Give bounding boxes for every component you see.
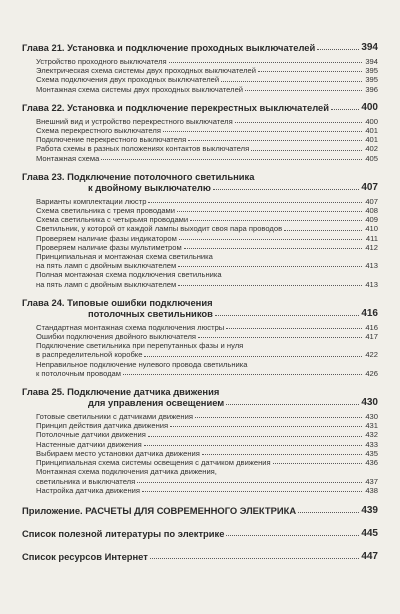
chapter-title-line2: потолочных светильников — [88, 307, 213, 319]
literature-page: 445 — [361, 527, 378, 539]
chapter-page: 400 — [361, 101, 378, 113]
dot-leader — [298, 512, 359, 513]
section-title: Принцип действия датчика движения — [36, 421, 169, 431]
dot-leader — [178, 266, 362, 267]
section-entry — [36, 135, 378, 144]
internet-resources-page: 447 — [361, 550, 378, 562]
section-page: 436 — [365, 458, 378, 468]
section-page: 422 — [365, 350, 378, 360]
section-title-line1: Принципиальная и монтажная схема светильника — [36, 252, 213, 262]
section-title: Схема подключения двух проходных выключателей — [36, 75, 220, 85]
section-entry — [36, 458, 378, 467]
appendix-title: Приложение. РАСЧЕТЫ ДЛЯ СОВРЕМЕННОГО ЭЛЕКТРИКА — [22, 504, 297, 516]
section-title: Ошибки подключения двойного выключателя — [36, 332, 197, 342]
dot-leader — [251, 150, 362, 151]
section-page: 416 — [365, 322, 378, 332]
section-title: Устройство проходного выключателя — [36, 57, 167, 66]
dot-leader — [245, 90, 362, 91]
section-page: 431 — [365, 421, 378, 431]
section-page: 395 — [365, 66, 378, 76]
section-entry — [36, 486, 378, 495]
section-page: 408 — [365, 206, 378, 216]
dot-leader — [137, 482, 362, 483]
section-title-line2: на пять ламп с двойным выключателем — [36, 279, 177, 289]
section-page: 394 — [365, 57, 378, 66]
dot-leader — [178, 285, 362, 286]
section-page: 438 — [365, 485, 378, 495]
section-entry — [36, 332, 378, 341]
section-page: 432 — [365, 430, 378, 440]
section-page: 413 — [365, 279, 378, 289]
section-list — [22, 117, 378, 163]
dot-leader — [150, 558, 359, 559]
chapter-heading-line1 — [22, 386, 378, 397]
section-title: Варианты комплектации люстр — [36, 196, 147, 206]
section-entry — [36, 440, 378, 449]
section-page: 402 — [365, 144, 378, 154]
dot-leader — [258, 71, 362, 72]
dot-leader — [284, 230, 362, 231]
dot-leader — [148, 436, 362, 437]
section-entry — [36, 449, 378, 458]
section-title-line2: светильника и выключателя — [36, 476, 136, 486]
section-entry-line2 — [36, 261, 378, 270]
dot-leader — [184, 248, 362, 249]
section-entry — [36, 75, 378, 84]
dot-leader — [177, 211, 362, 212]
dot-leader — [198, 337, 362, 338]
section-title: Стандартная монтажная схема подключения люстры — [36, 322, 225, 332]
section-page: 426 — [365, 368, 378, 378]
section-title: Монтажная схема системы двух проходных выключателей — [36, 84, 244, 94]
section-page: 409 — [365, 215, 378, 225]
section-title-line1: Неправильное подключение нулевого провода светильника — [36, 359, 248, 369]
section-list — [22, 57, 378, 94]
section-entry — [36, 234, 378, 243]
dot-leader — [179, 239, 362, 240]
dot-leader — [170, 426, 362, 427]
chapter-heading-line1 — [22, 171, 378, 182]
section-page: 435 — [365, 448, 378, 458]
section-entry — [36, 66, 378, 75]
section-title-line1: Монтажная схема подключения датчика движения, — [36, 467, 217, 477]
dot-leader — [142, 491, 362, 492]
chapter-23 — [22, 171, 378, 289]
chapter-heading-line2 — [22, 308, 378, 319]
section-entry — [36, 412, 378, 421]
section-entry — [36, 215, 378, 224]
chapter-25 — [22, 386, 378, 495]
section-entry-line1 — [36, 252, 378, 261]
dot-leader — [226, 328, 362, 329]
section-title: Электрическая схема системы двух проходных выключателей — [36, 66, 257, 76]
dot-leader — [202, 454, 362, 455]
dot-leader — [235, 122, 362, 123]
section-entry-line2 — [36, 369, 378, 378]
section-entry-line2 — [36, 350, 378, 359]
section-title: Схема светильника с тремя проводами — [36, 206, 176, 216]
section-entry — [36, 144, 378, 153]
chapter-title-line2: к двойному выключателю — [88, 181, 211, 193]
chapter-heading-line2 — [22, 397, 378, 408]
section-page: 401 — [365, 126, 378, 136]
section-page: 412 — [365, 242, 378, 252]
section-page: 400 — [365, 116, 378, 126]
chapter-title-line1: Глава 23. Подключение потолочного светильника — [22, 170, 255, 182]
section-entry-line1 — [36, 360, 378, 369]
chapter-24 — [22, 297, 378, 378]
section-page: 395 — [365, 75, 378, 85]
section-entry — [36, 154, 378, 163]
chapter-22 — [22, 102, 378, 163]
section-title: Светильник, у которой от каждой лампы выходит своя пара проводов — [36, 224, 283, 234]
chapter-title: Глава 22. Установка и подключение перекрестных выключателей — [22, 101, 330, 113]
dot-leader — [169, 62, 362, 63]
chapter-page: 430 — [361, 397, 378, 409]
dot-leader — [226, 535, 359, 536]
section-title: Проверяем наличие фазы мультиметром — [36, 242, 182, 252]
section-entry-line1 — [36, 341, 378, 350]
chapter-page: 407 — [361, 181, 378, 193]
section-entry — [36, 197, 378, 206]
section-entry — [36, 57, 378, 66]
literature-title: Список полезной литературы по электрике — [22, 527, 225, 539]
section-page: 396 — [365, 84, 378, 94]
section-entry-line1 — [36, 467, 378, 476]
dot-leader — [188, 140, 362, 141]
section-title: Схема светильника с четырьмя проводами — [36, 215, 189, 225]
section-title-line1: Полная монтажная схема подключения светильника — [36, 270, 222, 280]
dot-leader — [221, 81, 362, 82]
table-of-contents — [22, 42, 378, 574]
appendix-heading — [22, 505, 378, 516]
section-list — [22, 197, 378, 289]
section-title: Настройка датчика движения — [36, 485, 141, 495]
literature-heading — [22, 528, 378, 539]
dot-leader — [317, 49, 359, 50]
section-entry — [36, 117, 378, 126]
section-page: 417 — [365, 332, 378, 342]
chapter-heading — [22, 42, 378, 53]
section-entry — [36, 206, 378, 215]
section-page: 433 — [365, 439, 378, 449]
section-page: 405 — [365, 153, 378, 163]
section-entry — [36, 421, 378, 430]
section-entry — [36, 85, 378, 94]
section-entry — [36, 224, 378, 233]
section-title-line1: Подключение светильника при перепутанных фазы и нуля — [36, 341, 244, 351]
chapter-21 — [22, 42, 378, 94]
chapter-title: Глава 21. Установка и подключение проходных выключателей — [22, 42, 316, 53]
section-entry-line1 — [36, 270, 378, 279]
dot-leader — [101, 159, 362, 160]
dot-leader — [213, 189, 359, 190]
section-title: Подключение перекрестного выключателя — [36, 135, 187, 145]
section-title: Внешний вид и устройство перекрестного выключателя — [36, 116, 233, 126]
dot-leader — [331, 109, 359, 110]
chapter-heading-line1 — [22, 297, 378, 308]
section-entry — [36, 430, 378, 439]
section-title: Настенные датчики движения — [36, 439, 142, 449]
dot-leader — [215, 315, 359, 316]
section-entry — [36, 323, 378, 332]
section-page: 401 — [365, 135, 378, 145]
chapter-page: 394 — [361, 42, 378, 53]
section-title: Готовые светильники с датчиками движения — [36, 412, 193, 422]
section-title-line2: к потолочным проводам — [36, 368, 121, 378]
chapter-title-line2: для управления освещением — [88, 397, 225, 409]
internet-resources-heading — [22, 551, 378, 562]
section-title: Схема перекрестного выключателя — [36, 126, 161, 136]
section-list — [22, 323, 378, 378]
dot-leader — [195, 417, 362, 418]
section-entry-line2 — [36, 477, 378, 486]
section-page: 411 — [365, 233, 378, 243]
section-entry — [36, 243, 378, 252]
section-title-line2: на пять ламп с двойным выключателем — [36, 261, 177, 271]
back-matter — [22, 505, 378, 562]
section-title: Принципиальная схема системы освещения с датчиком движения — [36, 458, 271, 468]
dot-leader — [163, 131, 362, 132]
section-title: Проверяем наличие фазы индикатором — [36, 233, 177, 243]
section-title: Потолочные датчики движения — [36, 430, 146, 440]
dot-leader — [273, 463, 362, 464]
dot-leader — [144, 356, 362, 357]
dot-leader — [226, 404, 359, 405]
chapter-title-line1: Глава 25. Подключение датчика движения — [22, 386, 220, 398]
section-page: 410 — [365, 224, 378, 234]
section-entry — [36, 126, 378, 135]
section-title-line2: в распределительной коробке — [36, 350, 143, 360]
section-title: Монтажная схема — [36, 153, 100, 163]
section-title: Работа схемы в разных положениях контактов выключателя — [36, 144, 250, 154]
chapter-heading-line2 — [22, 182, 378, 193]
section-title: Выбираем место установки датчика движения — [36, 448, 200, 458]
section-page: 430 — [365, 412, 378, 422]
internet-resources-title: Список ресурсов Интернет — [22, 550, 148, 562]
dot-leader — [123, 374, 362, 375]
dot-leader — [190, 220, 362, 221]
appendix-page: 439 — [361, 504, 378, 516]
section-page: 413 — [365, 261, 378, 271]
chapter-page: 416 — [361, 307, 378, 319]
section-page: 437 — [365, 476, 378, 486]
chapter-heading — [22, 102, 378, 113]
section-list — [22, 412, 378, 495]
section-entry-line2 — [36, 280, 378, 289]
section-page: 407 — [365, 196, 378, 206]
dot-leader — [144, 445, 362, 446]
chapter-title-line1: Глава 24. Типовые ошибки подключения — [22, 296, 213, 308]
dot-leader — [148, 202, 362, 203]
